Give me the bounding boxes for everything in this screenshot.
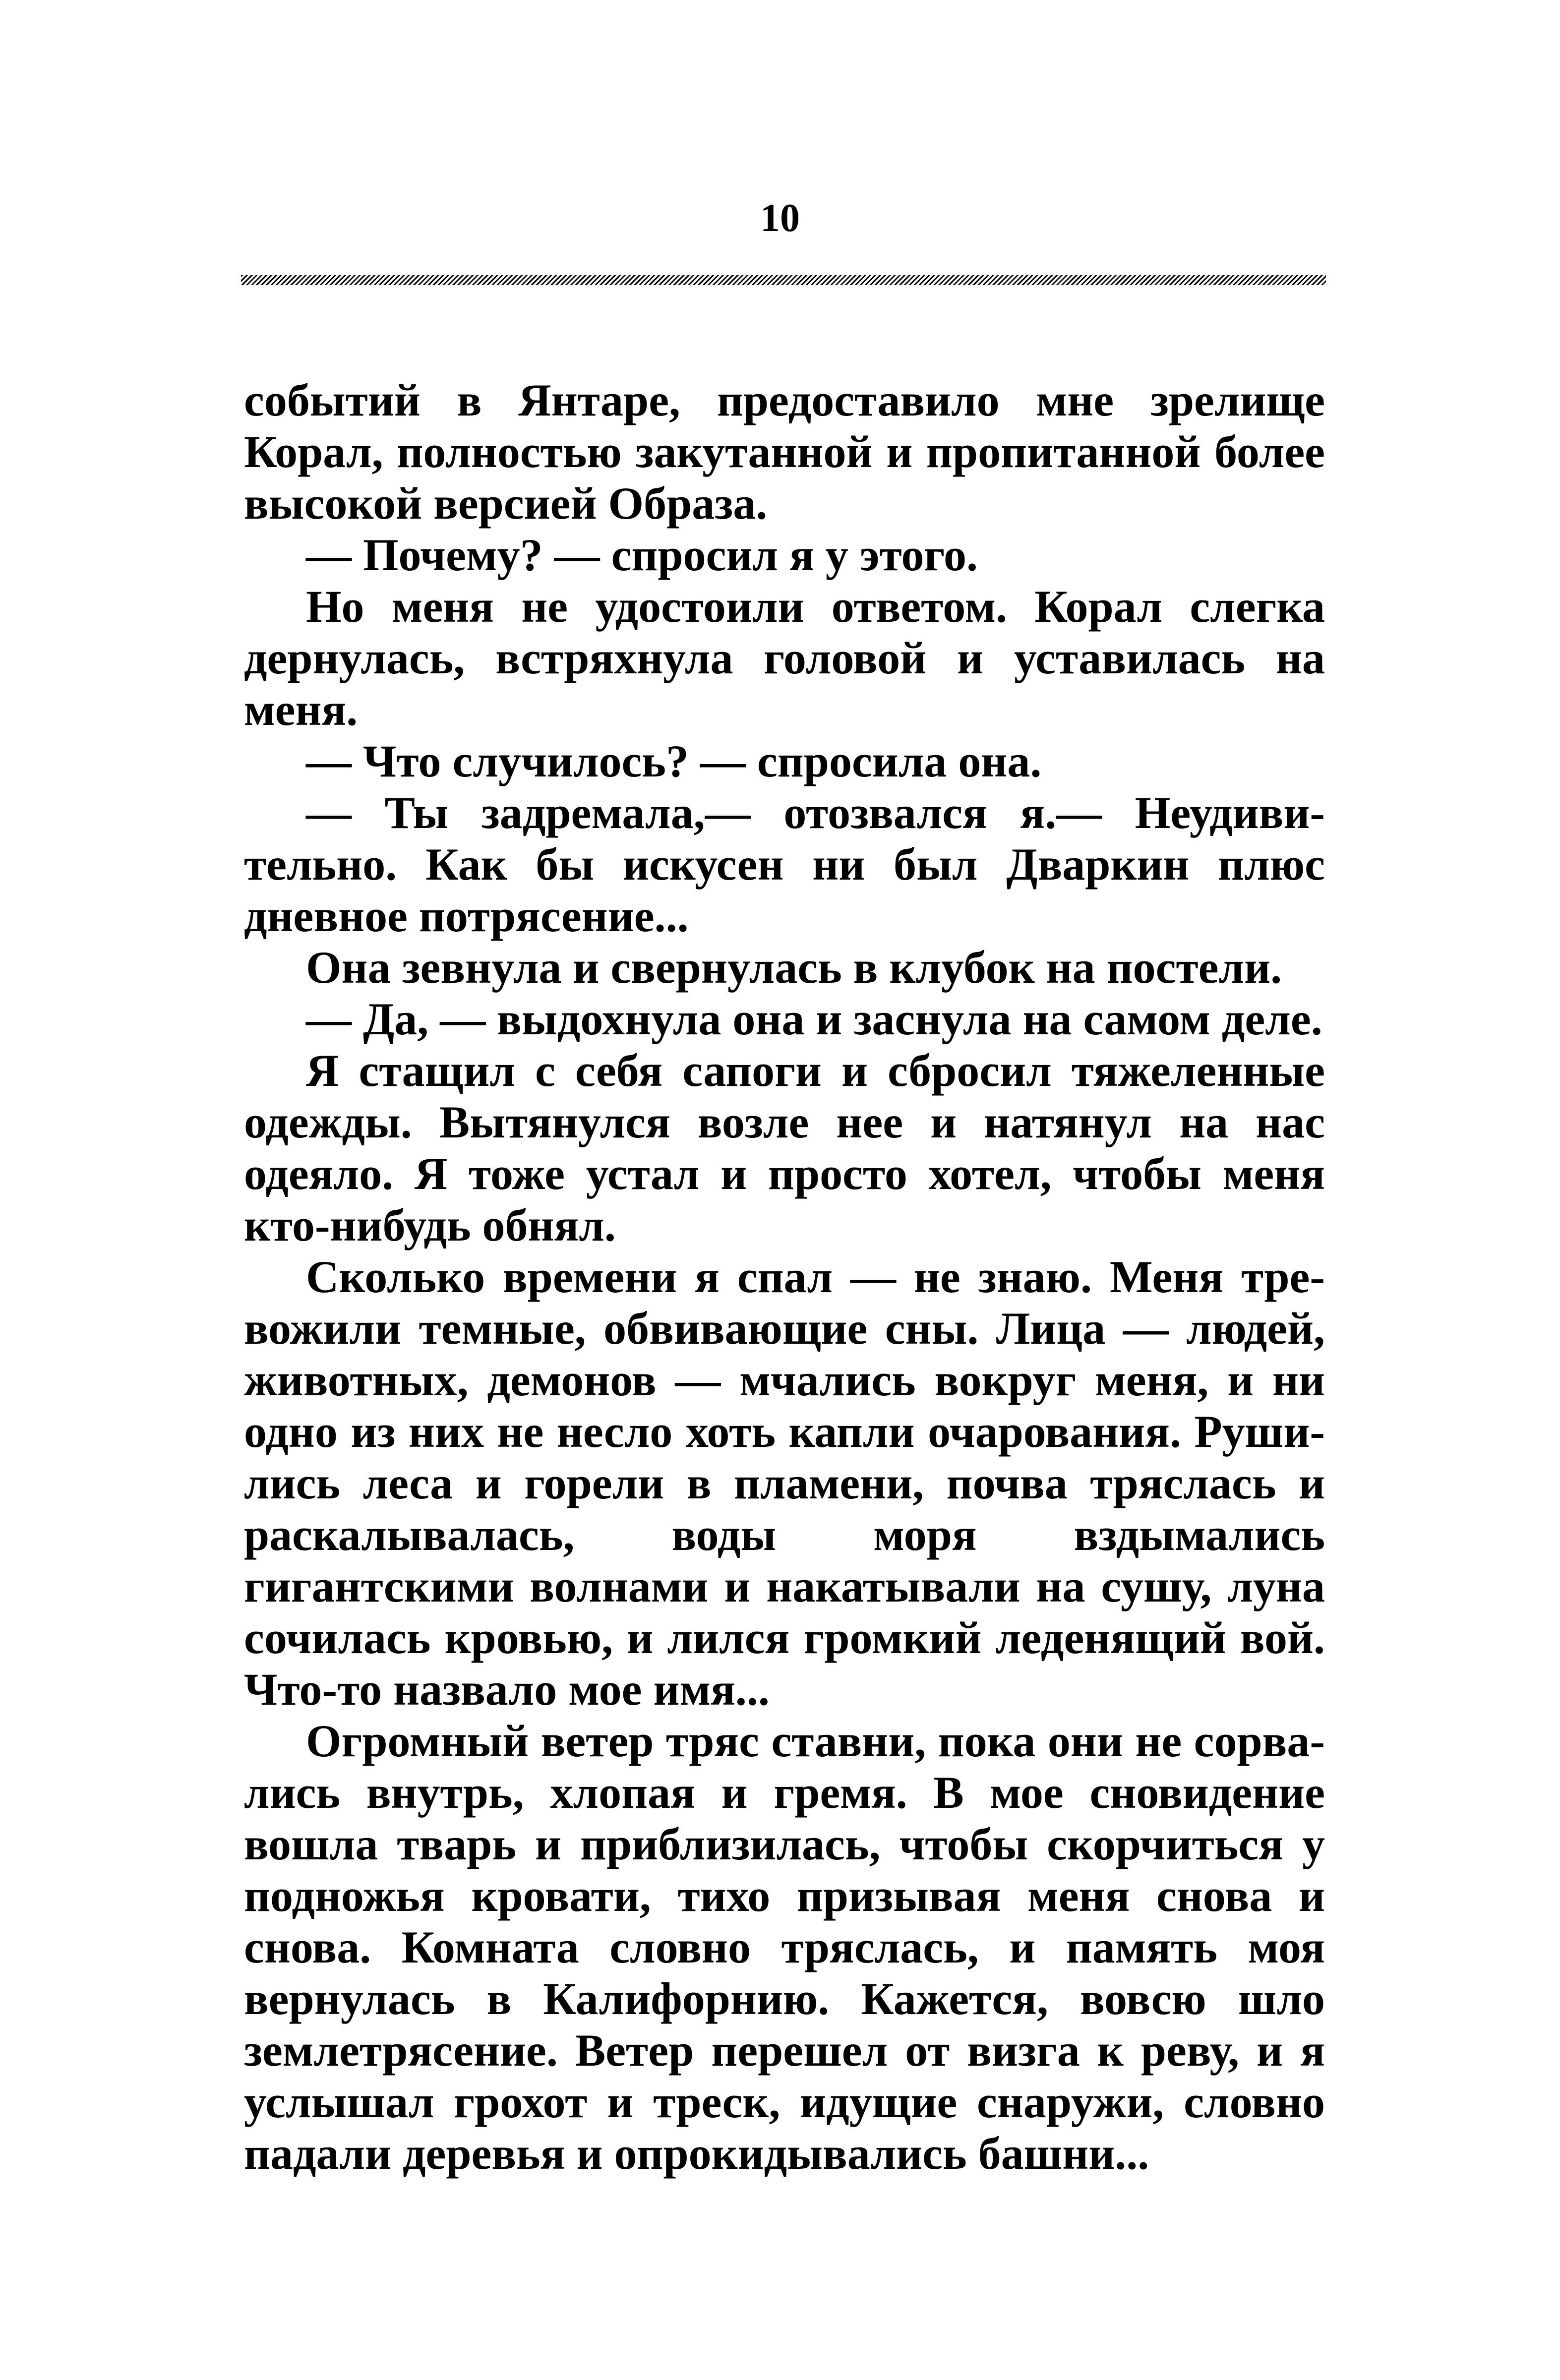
paragraph-9: Сколько времени я спал — не знаю. Меня тревожили темные, обвивающие сны. Лица — людей, животных, демонов — мчались вокруг меня, и ни одно из них не несло хоть капли очарования. Рушились леса и горели в пламени, почва тряслась и раскалывалась, воды моря вздымались гигантскими волнами и накатывали на сушу, луна сочилась кровью, и лился громкий леденящий вой. Что-то назвало мое имя... (244, 1251, 1325, 1715)
paragraph-5: — Ты задремала,— отозвался я.— Неудивительно. Как бы искусен ни был Дваркин плюс дневное потрясение... (244, 787, 1325, 941)
paragraph-3: Но меня не удостоили ответом. Корал слегка дернулась, встряхнула головой и уставилась на меня. (244, 581, 1325, 735)
body-text (244, 374, 1325, 2179)
paragraph-2: — Почему? — спросил я у этого. (306, 530, 978, 580)
paragraph-1: событий в Янтаре, предоставило мне зрелище Корал, полностью закутанной и пропитанной более высокой версией Образа. (244, 375, 1325, 529)
paragraph-10: Огромный ветер тряс ставни, пока они не сорвались внутрь, хлопая и гремя. В мое сновидение вошла тварь и приблизилась, чтобы скорчиться у подножья кровати, тихо призывая меня снова и снова. Комната словно тряслась, и память моя вернулась в Калифорнию. Кажется, вовсю шло землетрясение. Ветер перешел от визга к реву, и я услышал грохот и треск, идущие снаружи, словно падали деревья и опрокидывались башни... (244, 1716, 1325, 2179)
paragraph-4: — Что случилось? — спросила она. (306, 736, 1042, 786)
paragraph-6: Она зевнула и свернулась в клубок на постели. (306, 942, 1282, 993)
paragraph-8: Я стащил с себя сапоги и сбросил тяжеленные одежды. Вытянулся возле нее и натянул на нас одеяло. Я тоже устал и просто хотел, чтобы меня кто-нибудь обнял. (244, 1045, 1325, 1250)
paragraph-7: — Да, — выдохнула она и заснула на самом деле. (306, 994, 1322, 1044)
page-number: 10 (760, 196, 800, 240)
header-rule (241, 275, 1326, 285)
